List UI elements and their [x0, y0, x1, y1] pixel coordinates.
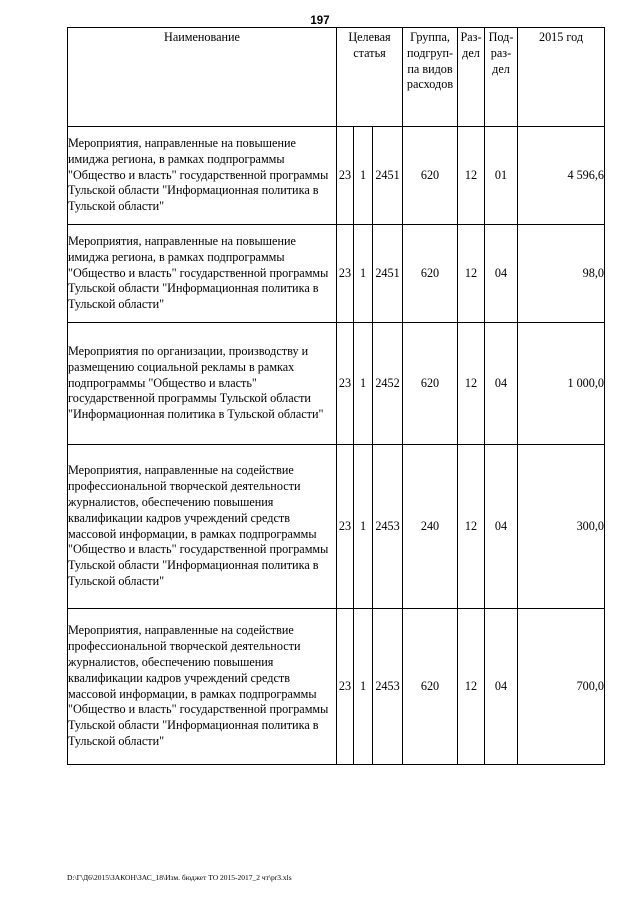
- row-name: Мероприятия, направленные на содействие профессиональной творческой деятельности журналистов, обеспечению повышения квалификации кадров учреждений средств массовой информации, в рамках подпрограммы "Общество и власть" государственной программы Тульской области "Информационная политика в Тульской области": [68, 609, 337, 765]
- row-section: 12: [458, 323, 485, 445]
- row-subsection: 01: [485, 127, 518, 225]
- row-group: 620: [403, 225, 458, 323]
- row-name: Мероприятия, направленные на содействие профессиональной творческой деятельности журналистов, обеспечению повышения квалификации кадров учреждений средств массовой информации, в рамках подпрограммы "Общество и власть" государственной программы Тульской области "Информационная политика в Тульской области": [68, 445, 337, 609]
- header-section: Раз- дел: [458, 28, 485, 127]
- header-subsection: Под- раз- дел: [485, 28, 518, 127]
- row-amount: 98,0: [518, 225, 605, 323]
- table-row: [68, 445, 605, 609]
- row-amount: 4 596,6: [518, 127, 605, 225]
- row-ts2: 1: [354, 323, 373, 445]
- table-header-row: [68, 28, 605, 127]
- header-year: 2015 год: [518, 28, 605, 127]
- table-row: [68, 225, 605, 323]
- row-subsection: 04: [485, 323, 518, 445]
- row-name: Мероприятия, направленные на повышение имиджа региона, в рамках подпрограммы "Общество и власть" государственной программы Тульской области "Информационная политика в Тульской области": [68, 127, 337, 225]
- row-section: 12: [458, 127, 485, 225]
- row-ts3: 2453: [373, 445, 403, 609]
- row-amount: 300,0: [518, 445, 605, 609]
- row-group: 620: [403, 127, 458, 225]
- file-path-footer: D:\Г\Д6\2015\ЗАКОН\ЗАС_18\Изм. бюджет ТО 2015-2017_2 чт\pr3.xls: [67, 873, 292, 882]
- row-ts1: 23: [337, 609, 354, 765]
- row-section: 12: [458, 445, 485, 609]
- table-row: [68, 323, 605, 445]
- table-row: [68, 609, 605, 765]
- row-group: 620: [403, 323, 458, 445]
- row-ts1: 23: [337, 445, 354, 609]
- header-target-article: Целевая статья: [337, 28, 403, 127]
- row-ts2: 1: [354, 609, 373, 765]
- row-subsection: 04: [485, 225, 518, 323]
- row-ts2: 1: [354, 225, 373, 323]
- row-ts2: 1: [354, 445, 373, 609]
- row-ts1: 23: [337, 127, 354, 225]
- table-row: [68, 127, 605, 225]
- row-subsection: 04: [485, 609, 518, 765]
- row-ts2: 1: [354, 127, 373, 225]
- header-expense-group: Группа, подгруп- па видов расходов: [403, 28, 458, 127]
- row-section: 12: [458, 225, 485, 323]
- row-ts1: 23: [337, 225, 354, 323]
- page-number: 197: [310, 15, 330, 27]
- row-amount: 1 000,0: [518, 323, 605, 445]
- budget-table: [67, 27, 605, 765]
- row-ts3: 2453: [373, 609, 403, 765]
- row-ts3: 2452: [373, 323, 403, 445]
- row-group: 620: [403, 609, 458, 765]
- row-group: 240: [403, 445, 458, 609]
- row-name: Мероприятия по организации, производству и размещению социальной рекламы в рамках подпрограммы "Общество и власть" государственной программы Тульской области "Информационная политика в Тульской области": [68, 323, 337, 445]
- row-name: Мероприятия, направленные на повышение имиджа региона, в рамках подпрограммы "Общество и власть" государственной программы Тульской области "Информационная политика в Тульской области": [68, 225, 337, 323]
- row-ts3: 2451: [373, 127, 403, 225]
- row-subsection: 04: [485, 445, 518, 609]
- row-ts3: 2451: [373, 225, 403, 323]
- row-amount: 700,0: [518, 609, 605, 765]
- row-ts1: 23: [337, 323, 354, 445]
- header-name: Наименование: [68, 28, 337, 127]
- row-section: 12: [458, 609, 485, 765]
